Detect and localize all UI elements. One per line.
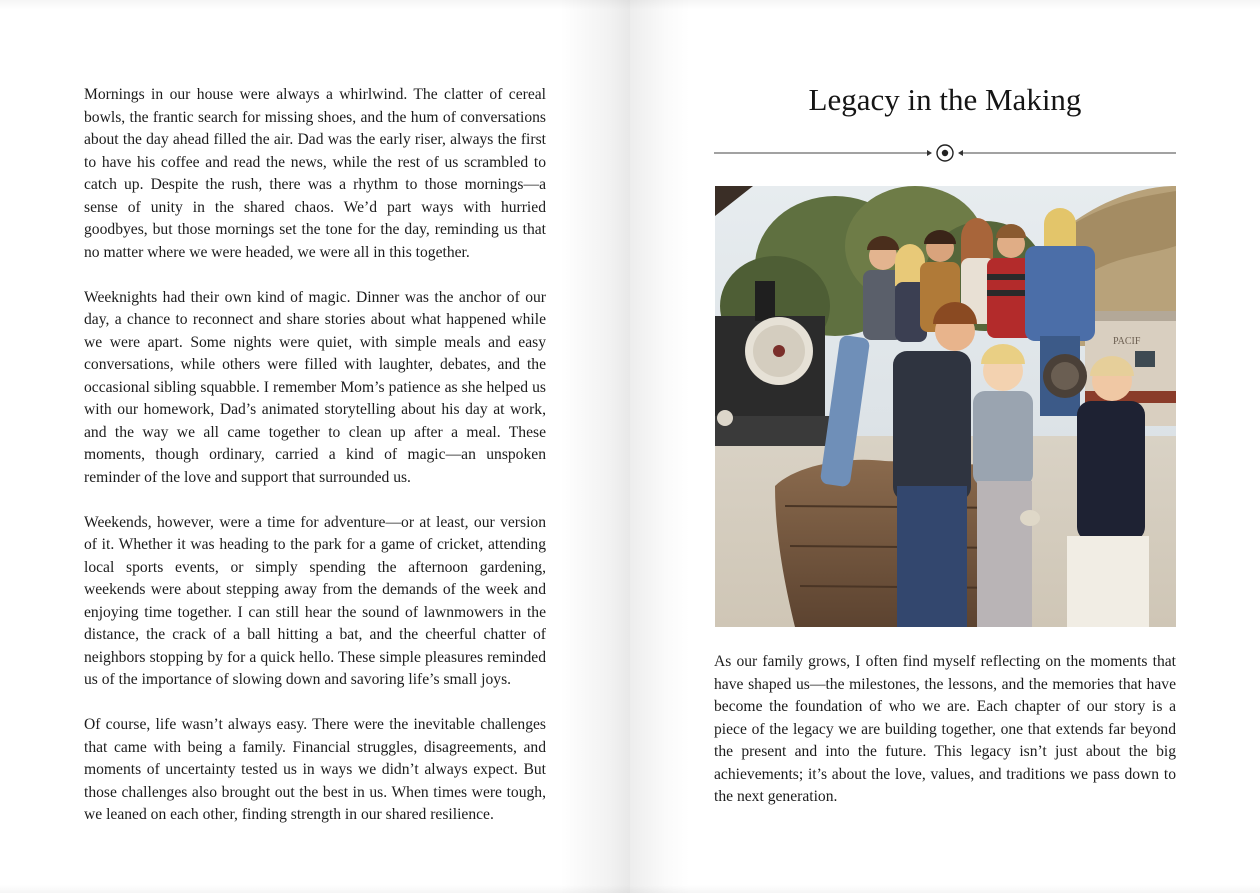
family-photo xyxy=(715,186,1176,627)
circle-dot-ornament-icon xyxy=(714,142,1176,164)
paragraph: Weeknights had their own kind of magic. Dinner was the anchor of our day, a chance to reconnect and share stories about what happened while we were apart. Some nights were quiet, with simple meals and easy conversations, while others were filled with laughter, debates, and the occasional sibling squabble. I remember Mom’s patience as she helped us with our homework, Dad’s animated storytelling about his day at work, and the way we all came together to clean up after a meal. These moments, though ordinary, carried a kind of magic—an unspoken reminder of the love and support that surrounded us. xyxy=(84,288,546,486)
right-page-text xyxy=(714,651,1176,809)
train-sign-text: PACIF xyxy=(1113,336,1141,347)
family-photo-illustration xyxy=(715,186,1176,627)
left-page-text xyxy=(84,84,546,849)
chapter-title: Legacy in the Making xyxy=(808,82,1082,117)
paragraph: Mornings in our house were always a whirlwind. The clatter of cereal bowls, the frantic search for missing shoes, and the hum of conversations about the day ahead filled the air. Dad was the early riser, always the first to have his coffee and read the news, while the rest of us scrambled to catch up. Despite the rush, there was a rhythm to those mornings—a sense of unity in the shared chaos. We’d part ways with hurried goodbyes, but those mornings set the tone for the day, reminding us that no matter where we were headed, we were all in this together. xyxy=(84,86,546,261)
paragraph: Of course, life wasn’t always easy. There were the inevitable challenges that came with being a family. Financial struggles, disagreements, and moments of uncertainty tested us in ways we didn’t always expect. But those challenges also brought out the best in us. When times were tough, we leaned on each other, finding strength in our shared resilience. xyxy=(84,716,546,823)
paragraph: Weekends, however, were a time for adventure—or at least, our version of it. Whether it was heading to the park for a game of cricket, attending local sports events, or simply spending the afternoon gardening, weekends were about stepping away from the demands of the week and enjoying time together. I can still hear the sound of lawnmowers in the distance, the crack of a ball hitting a bat, and the cheerful chatter of neighbors stopping by for a quick hello. These simple pleasures reminded us of the importance of slowing down and savoring life’s small joys. xyxy=(84,513,546,688)
paragraph: As our family grows, I often find myself reflecting on the moments that have shaped us—the milestones, the lessons, and the memories that have become the foundation of who we are. Each chapter of our story is a piece of the legacy we are building together, one that extends far beyond the present and into the future. This legacy isn’t just about the big achievements; it’s about the love, values, and traditions we pass down to the next generation. xyxy=(714,653,1176,805)
